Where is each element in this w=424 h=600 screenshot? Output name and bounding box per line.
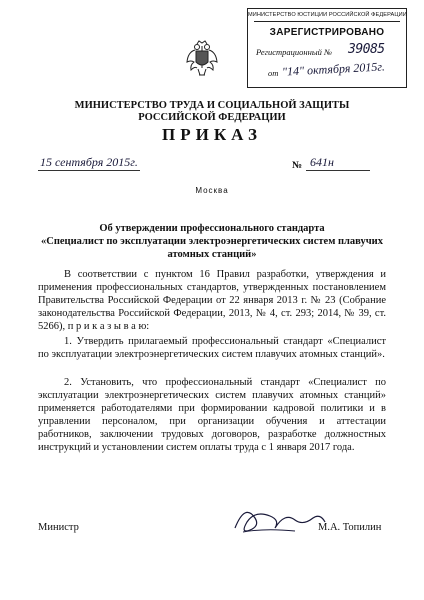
handwritten-signature (225, 498, 335, 543)
paragraph-item-1: 1. Утвердить прилагаемый профессиональный стандарт «Специалист по эксплуатации электроэнергетических систем плавучих атомных станций». (38, 336, 386, 360)
coat-of-arms-icon (185, 38, 219, 78)
signatory-name: М.А. Топилин (318, 522, 382, 533)
order-subject (40, 222, 384, 261)
city: Москва (195, 186, 229, 195)
order-number: 641н (306, 155, 370, 171)
order-date: 15 сентября 2015г. (40, 155, 138, 169)
org-line-1: МИНИСТЕРСТВО ТРУДА И СОЦИАЛЬНОЙ ЗАЩИТЫ (74, 100, 350, 111)
subject-line-1: Об утверждении профессионального стандарта (99, 223, 325, 234)
order-number-label: № (292, 160, 303, 171)
paragraph-preamble: В соответствии с пунктом 16 Правил разработки, утверждения и применения профессиональных стандартов, утвержденных постановлением Правительства Российской Федерации от 22 января 2013 г. № 23 (Собрание законодательства Российской Федерации, 2013, № 4, ст. 293; 2014, № 39, ст. 5266), п р и к а з ы в а ю: (38, 269, 386, 332)
subject-line-2: «Специалист по эксплуатации электроэнергетических систем плавучих (41, 236, 383, 247)
paragraph-item-2: 2. Установить, что профессиональный стандарт «Специалист по эксплуатации электроэнергетических систем плавучих атомных станций» применяется работодателями при формировании кадровой политики и в управлении персоналом, при организации обучения и аттестации работников, заключении трудовых договоров, разработке должностных инструкций и установлении систем оплаты труда с 1 января 2017 года. (38, 377, 386, 453)
registration-stamp (247, 8, 407, 88)
org-line-2: РОССИЙСКОЙ ФЕДЕРАЦИИ (138, 112, 286, 123)
stamp-from-date: "14" октября 2015г. (281, 59, 386, 79)
stamp-ministry: МИНИСТЕРСТВО ЮСТИЦИИ РОССИЙСКОЙ ФЕДЕРАЦИИ (248, 12, 407, 18)
stamp-from-label: от (268, 68, 279, 78)
subject-line-3: атомных станций» (167, 249, 257, 260)
stamp-reg-number: 39085 (348, 42, 385, 57)
stamp-status: ЗАРЕГИСТРИРОВАНО (269, 27, 385, 38)
signatory-position: Министр (38, 522, 79, 533)
stamp-divider (254, 21, 400, 22)
order-title: ПРИКАЗ (162, 125, 262, 144)
stamp-reg-label: Регистрационный № (256, 47, 332, 57)
